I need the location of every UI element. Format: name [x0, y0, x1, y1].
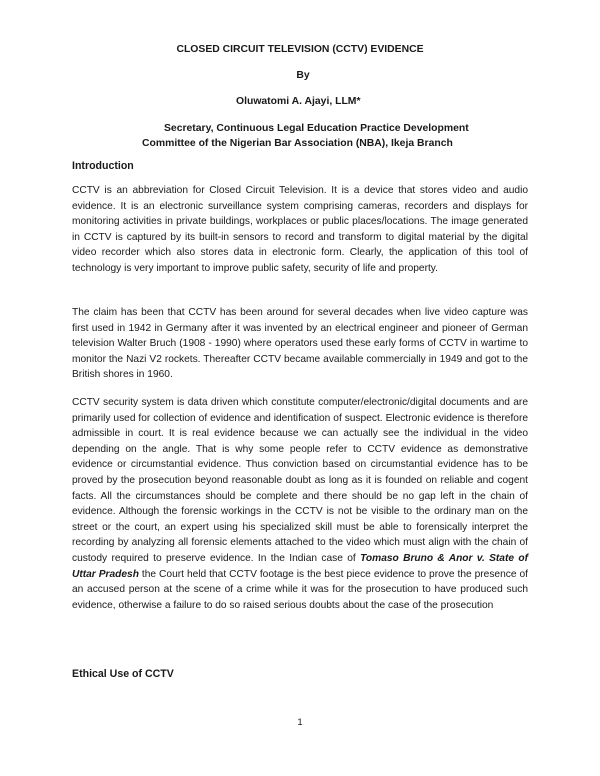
author-affiliation	[142, 121, 469, 151]
paragraph-3	[72, 395, 528, 613]
affiliation-line-1: Secretary, Continuous Legal Education Practice Development	[164, 123, 469, 134]
page-number: 1	[297, 717, 303, 728]
author-name: Oluwatomi A. Ajayi, LLM*	[236, 96, 361, 107]
document-title: CLOSED CIRCUIT TELEVISION (CCTV) EVIDENCE	[176, 44, 424, 55]
affiliation-line-2: Committee of the Nigerian Bar Association (NBA), Ikeja Branch	[142, 138, 453, 149]
paragraph-1: CCTV is an abbreviation for Closed Circuit Television. It is a device that stores video and audio evidence. It is an electronic surveillance system comprising cameras, recorders and displays for monitoring activities in private buildings, workplaces or public places/locations. The image generated in CCTV is captured by its built-in sensors to record and transform to digital material by the digital video recorder which also stores data in electronic form. Clearly, the application of this tool of technology is very important to improve public safety, security of life and property.	[72, 185, 528, 274]
paragraph-3-text-b: the Court held that CCTV footage is the best piece evidence to prove the presence of an accused person at the scene of a crime while it was for the prosecution to have produced such evidence, otherwise a failure to do so raised serious doubts about the case of the prosecution	[72, 568, 528, 611]
paragraph-2: The claim has been that CCTV has been around for several decades when live video capture was first used in 1942 in Germany after it was invented by an electrical engineer and pioneer of German television Walter Bruch (1908 - 1990) where operators used these early forms of CCTV in wartime to monitor the Nazi V2 rockets. Thereafter CCTV became available commercially in 1949 and got to the British shores in 1960.	[72, 307, 528, 381]
paragraph-3-text-a: CCTV security system is data driven which constitute computer/electronic/digital documents and are primarily used for collection of evidence and identification of suspect. Electronic evidence is therefore admissible in court. It is real evidence because we can actually see the individual in the video depending on the angle. That is why some people refer to CCTV evidence as demonstrative evidence or circumstantial evidence. Thus conviction based on circumstantial evidence has to be proved by the prosecution beyond reasonable doubt as long as it is founded on reliable and cogent facts. All the circumstances should be complete and there should be no gap left in the chain of evidence. Although the forensic workings in the CCTV is not be visible to the ordinary man on the street or the court, an expert using his specialized skill must be able to forensically interpret the recording by analyzing all forensic elements attached to the video which must align with the chain of custody required to preserve evidence. In the Indian case of	[72, 397, 528, 564]
byline-label: By	[296, 70, 310, 81]
section-heading-ethical-use: Ethical Use of CCTV	[72, 668, 174, 680]
section-heading-introduction: Introduction	[72, 160, 134, 172]
case-citation: Tomaso Bruno & Anor v. State of Uttar Pradesh	[72, 552, 528, 580]
